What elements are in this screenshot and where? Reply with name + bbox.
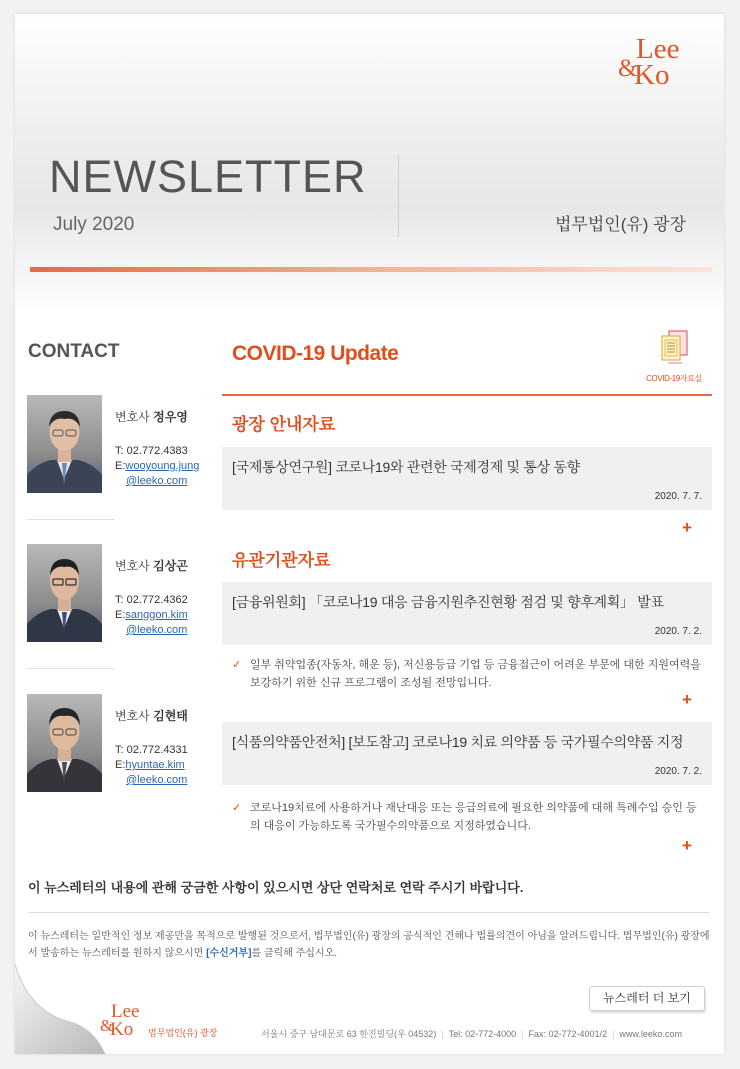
article-date: 2020. 7. 2. [654, 626, 702, 637]
document-icon [658, 330, 690, 366]
lawyer-tel: T: 02.772.4383 [115, 445, 188, 457]
footer-firm-name: 법무법인(유) 광장 [148, 1028, 218, 1038]
lawyer-email-domain-link[interactable]: @leeko.com [126, 475, 188, 487]
article-title[interactable]: [국제통상연구원] 코로나19와 관련한 국제경제 및 통상 동향 [232, 459, 580, 475]
lawyer-tel: T: 02.772.4362 [115, 594, 188, 606]
article-title[interactable]: [금융위원회] 「코로나19 대응 금융지원추진현황 점검 및 향후계획」 발표 [232, 594, 664, 610]
contact-divider [27, 519, 115, 520]
newsletter-date: July 2020 [53, 214, 135, 235]
article-date: 2020. 7. 7. [654, 491, 702, 502]
newsletter-header [15, 14, 724, 314]
footer-website-link[interactable]: www.leeko.com [619, 1029, 682, 1039]
contact-heading: CONTACT [28, 341, 120, 362]
article-card[interactable] [222, 447, 712, 510]
lawyer-tel: T: 02.772.4331 [115, 744, 188, 756]
lawyer-name: 김상곤 [153, 559, 188, 573]
header-accent-bar [30, 267, 712, 272]
newsletter-title: NEWSLETTER [49, 151, 367, 202]
article-card[interactable] [222, 582, 712, 645]
more-newsletters-button[interactable]: 뉴스레터 더 보기 [589, 986, 705, 1011]
article-summary: ✓ 코로나19치료에 사용하거나 재난대응 또는 응급의료에 필요한 의약품에 대해 특례수입 승인 등의 대응이 가능하도록 국가필수의약품으로 지정하였습니다. [232, 799, 702, 835]
covid-update-heading: COVID-19 Update [232, 342, 399, 365]
lawyer-name: 김현태 [153, 709, 188, 723]
contact-divider [27, 668, 115, 669]
section-title-agencies: 유관기관자료 [232, 551, 331, 570]
footer-leeko-logo[interactable]: Lee & Ko [100, 1001, 140, 1040]
lawyer-photo [27, 544, 102, 642]
footer-tel: Tel: 02-772-4000 [448, 1029, 517, 1039]
section-title-leeko: 광장 안내자료 [232, 415, 336, 434]
heading-rule [222, 394, 712, 396]
lawyer-email-link[interactable]: sanggon.kim [125, 609, 188, 621]
unsubscribe-link[interactable]: [수신거부] [206, 948, 252, 959]
header-divider [398, 155, 399, 237]
newsletter-page: Lee & Ko NEWSLETTER July 2020 법무법인(유) 광장 CONTACT 변호사 정우영 T: 02.772.4383 E:wooyoung.jung @leeko.com 변호사 김상곤 T: 02.772.4362 E:sanggon.kim @leeko.com 변호사 김현태 T: 02.772.4331 E:hyuntae.kim @leeko.com COVID-19 Update COVID-19자료실 광장 안내자료 [국제통상연구원] 코로나19와 관련한 국제경제 및 통상 동향 2020. 7. 7. + 유관기관자료 [금융위원회] 「코로나19 대응 금융지원추진현황 점검 및 향후계획」 발표 2020. 7. 2. ✓ 일부 취약업종(자동차, 해운 등), 저신용등급 기업 등 금융접근이 어려운 부문에 대한 지원여력을 보강하기 위한 신규 프로그램이 조성될 전망입니다. + [식품의약품안전처] [보도참고] 코로나19 치료 의약품 등 국가필수의약품 지정 2020. 7. 2. ✓ 코로나19치료에 사용하거나 재난대응 또는 응급의료에 필요한 의약품에 대해 특례수입 승인 등의 대응이 가능하도록 국가필수의약품으로 지정하였습니다. + 이 뉴스레터의 내용에 관해 궁금한 사항이 있으시면 상단 연락처로 연락 주시기 바랍니다. 이 뉴스레터는 일반적인 정보 제공만을 목적으로 발행된 것으로서, 법무법인(유) 광장의 공식적인 견해나 법률의견이 아님을 알려드립니다. 법무법인(유) 광장에서 발송하는 뉴스레터를 원하지 않으시면 [수신거부]를 클릭해 주십시오. 뉴스레터 더 보기 Lee & Ko 법무법인(유) 광장 서울시 중구 남대문로 63 한진빌딩(우 04532) | Tel: 02-772-4000 | Fax: 02-772-4001/2 | www.leeko.com [15, 14, 724, 1054]
footer-divider [28, 912, 710, 913]
lawyer-photo [27, 694, 102, 792]
lawyer-email-domain-link[interactable]: @leeko.com [126, 624, 188, 636]
covid-archive-label: COVID-19자료실 [646, 374, 702, 383]
footer-contact-info: 서울시 중구 남대문로 63 한진빌딩(우 04532) | Tel: 02-772-4000 | Fax: 02-772-4001/2 | www.leeko.com [261, 1029, 682, 1039]
closing-message: 이 뉴스레터의 내용에 관해 궁금한 사항이 있으시면 상단 연락처로 연락 주시기 바랍니다. [28, 880, 524, 895]
leeko-logo[interactable]: Lee & Ko [618, 33, 680, 91]
article-date: 2020. 7. 2. [654, 766, 702, 777]
check-icon: ✓ [232, 802, 242, 814]
check-icon: ✓ [232, 659, 242, 671]
lawyer-email-domain-link[interactable]: @leeko.com [126, 774, 188, 786]
lawyer-email-link[interactable]: wooyoung.jung [125, 460, 200, 472]
read-more-plus-icon[interactable]: + [682, 690, 692, 709]
lawyer-email-link[interactable]: hyuntae.kim [125, 759, 185, 771]
lawyer-photo [27, 395, 102, 493]
disclaimer: 이 뉴스레터는 일반적인 정보 제공만을 목적으로 발행된 것으로서, 법무법인(유) 광장의 공식적인 견해나 법률의견이 아님을 알려드립니다. 법무법인(유) 광장에서 발송하는 뉴스레터를 원하지 않으시면 [수신거부]를 클릭해 주십시오. [28, 931, 710, 959]
page-curl-decoration [15, 964, 105, 1054]
read-more-plus-icon[interactable]: + [682, 518, 692, 537]
read-more-plus-icon[interactable]: + [682, 836, 692, 855]
article-summary: ✓ 일부 취약업종(자동차, 해운 등), 저신용등급 기업 등 금융접근이 어려운 부문에 대한 지원여력을 보강하기 위한 신규 프로그램이 조성될 전망입니다. [232, 656, 702, 692]
article-title[interactable]: [식품의약품안전처] [보도참고] 코로나19 치료 의약품 등 국가필수의약품 지정 [232, 734, 684, 750]
article-card[interactable] [222, 722, 712, 785]
covid-archive-link[interactable] [646, 330, 702, 384]
footer-address: 서울시 중구 남대문로 63 한진빌딩(우 04532) [261, 1029, 437, 1039]
footer-fax: Fax: 02-772-4001/2 [528, 1029, 608, 1039]
firm-name: 법무법인(유) 광장 [555, 215, 686, 234]
lawyer-name: 정우영 [153, 410, 188, 424]
